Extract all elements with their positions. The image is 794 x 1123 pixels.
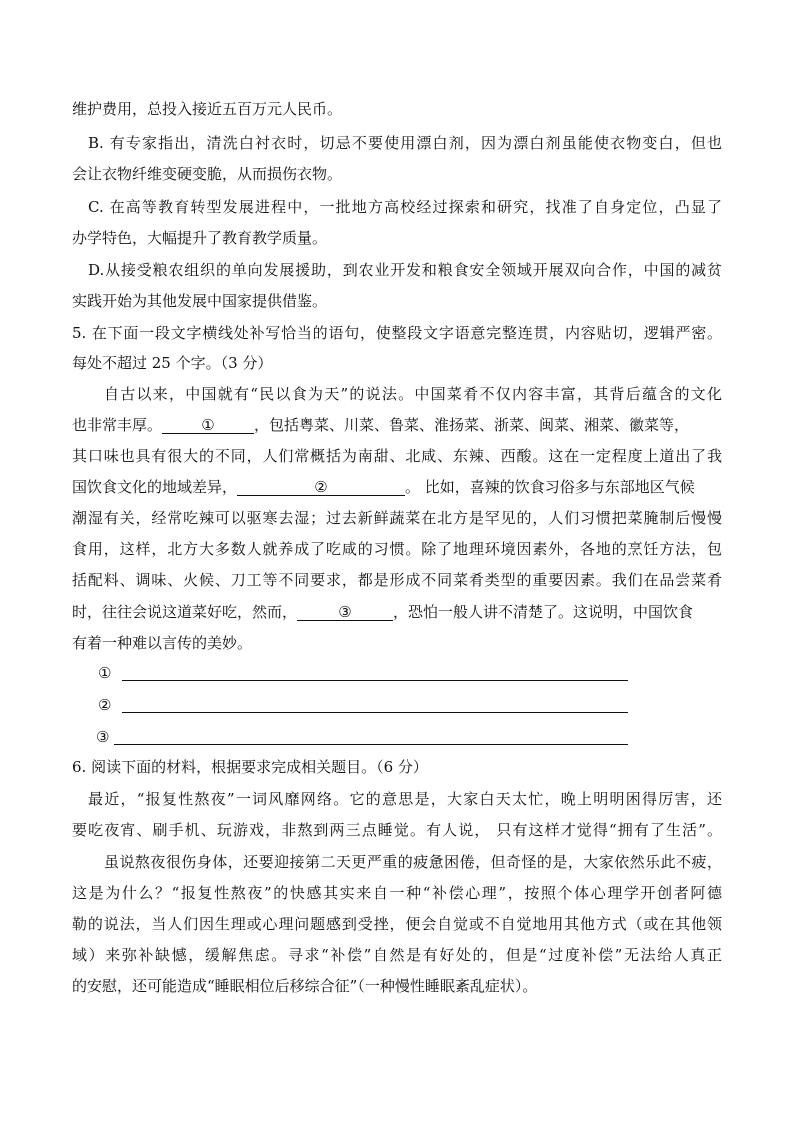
answer-line-1[interactable] — [122, 680, 628, 681]
option-c-line1: C. 在高等教育转型发展进程中，一批地方高校经过探索和研究，找准了自身定位，凸显了 — [88, 198, 722, 216]
option-d-line1: D.从接受粮农组织的单向发展援助，到农业开发和粮食安全领域开展双向合作，中国的减贫 — [88, 261, 722, 279]
question6-para1-line2: 要吃夜宵、刷手机、玩游戏，非熬到两三点睡觉。有人说， 只有这样才觉得“拥有了生活”。 — [72, 821, 722, 839]
question5-passage-line7: 括配料、调味、火候、刀工等不同要求，都是形成不同菜肴类型的重要因素。我们在品尝菜肴 — [72, 571, 722, 589]
answer-line-3[interactable] — [114, 744, 628, 745]
question6-para2-line3: 勒的说法，当人们因生理或心理问题感到受挫，便会自觉或不自觉地用其他方式（或在其他领 — [72, 915, 722, 933]
question5-passage-line4 — [72, 476, 695, 498]
question5-stem-line2: 每处不超过 25 个字。（3 分） — [72, 354, 273, 372]
passage-text: 也非常丰厚。 — [72, 416, 163, 434]
question5-stem-line1: 5. 在下面一段文字横线处补写恰当的语句，使整段文字语意完整连贯，内容贴切，逻辑严密。 — [72, 324, 722, 342]
answer-mark-3: ③ — [96, 728, 110, 746]
question6-para2-line1: 虽说熬夜很伤身体，还要迎接第二天更严重的疲惫困倦，但奇怪的是，大家依然乐此不疲， — [104, 853, 722, 871]
blank-3[interactable]: ③ — [297, 602, 393, 621]
question5-passage-line8 — [72, 601, 693, 623]
question6-para2-line5: 的安慰，还可能造成“睡眠相位后移综合征”（一种慢性睡眠紊乱症状）。 — [72, 977, 538, 995]
option-d-line2: 实践开始为其他发展中国家提供借鉴。 — [72, 292, 328, 310]
question6-para2-line4: 域）来弥补缺憾，缓解焦虑。寻求“补偿”自然是有好处的，但是“过度补偿”无法给人真正 — [72, 946, 722, 964]
question5-passage-line1: 自古以来，中国就有“民以食为天”的说法。中国菜肴不仅内容丰富，其背后蕴含的文化 — [104, 385, 722, 403]
passage-text: 时，往往会说这道菜好吃，然而， — [72, 603, 298, 621]
question6-para1-line1: 最近，“报复性熬夜”一词风靡网络。它的意思是，大家白天太忙，晚上明明困得厉害，还 — [88, 790, 722, 808]
question5-passage-line3: 其口味也具有很大的不同，人们常概括为南甜、北咸、东辣、西酸。这在一定程度上道出了我 — [72, 447, 722, 465]
blank-2[interactable]: ② — [237, 477, 405, 496]
passage-text: ，包括粤菜、川菜、鲁菜、淮扬菜、浙菜、闽菜、湘菜、徽菜等， — [254, 416, 690, 434]
passage-text: ，恐怕一般人讲不清楚了。这说明，中国饮食 — [393, 603, 694, 621]
passage-text: 国饮食文化的地域差异， — [72, 478, 238, 496]
option-c-line2: 办学特色，大幅提升了教育教学质量。 — [72, 229, 328, 247]
answer-line-2[interactable] — [122, 712, 628, 713]
option-b-line1: B. 有专家指出，清洗白衬衣时，切忌不要使用漂白剂，因为漂白剂虽能使衣物变白，但也 — [88, 134, 722, 152]
answer-mark-1: ① — [98, 664, 112, 682]
option-a-tail: 维护费用，总投入接近五百万元人民币。 — [72, 100, 343, 118]
question5-passage-line5: 潮湿有关，经常吃辣可以驱寒去湿；过去新鲜蔬菜在北方是罕见的，人们习惯把菜腌制后慢慢 — [72, 509, 722, 527]
question5-passage-line2 — [72, 414, 689, 436]
passage-text: 。 比如，喜辣的饮食习俗多与东部地区气候 — [405, 478, 695, 496]
blank-1[interactable]: ① — [162, 415, 254, 434]
question6-stem: 6. 阅读下面的材料，根据要求完成相关题目。（6 分） — [72, 758, 428, 776]
question5-passage-line9: 有着一种难以言传的美妙。 — [72, 634, 253, 652]
question5-passage-line6: 食用，这样，北方大多数人就养成了吃咸的习惯。除了地理环境因素外，各地的烹饪方法，包 — [72, 540, 722, 558]
question6-para2-line2: 这是为什么？“报复性熬夜”的快感其实来自一种“补偿心理”，按照个体心理学开创者阿德 — [72, 884, 722, 902]
option-b-line2: 会让衣物纤维变硬变脆，从而损伤衣物。 — [72, 165, 343, 183]
answer-mark-2: ② — [98, 696, 112, 714]
